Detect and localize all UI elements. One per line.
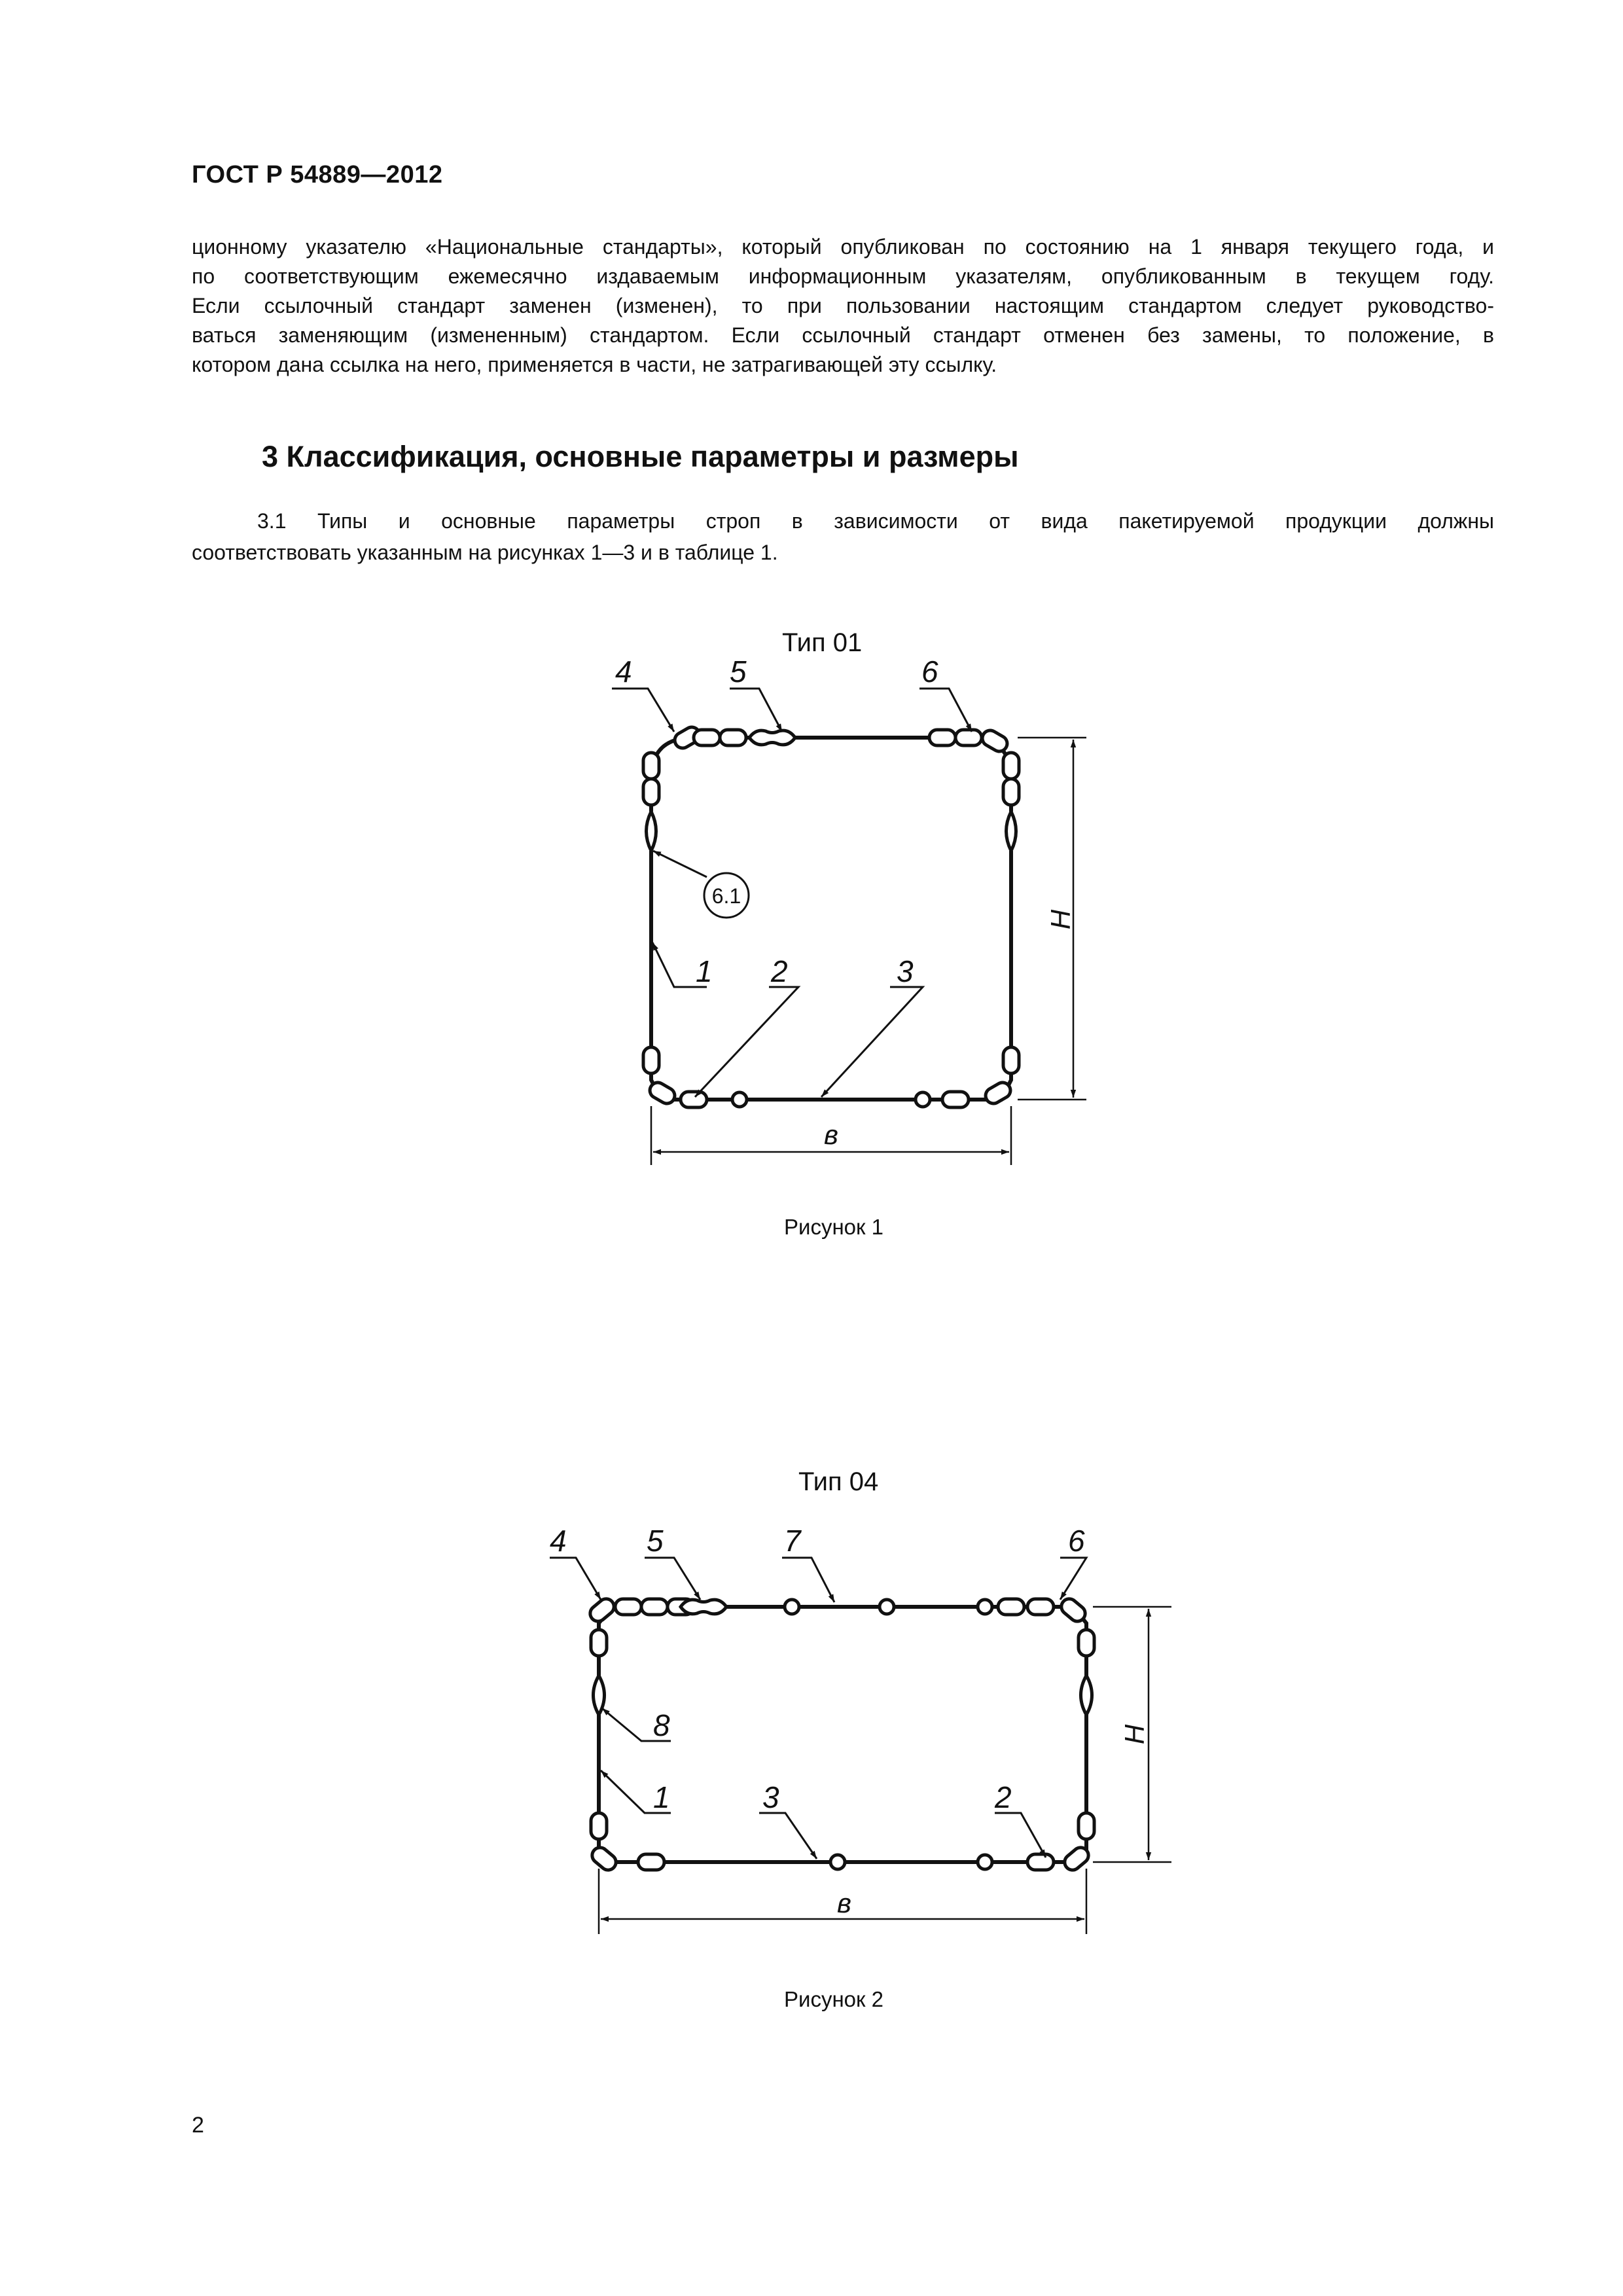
fig1-dim-height: H: [1045, 909, 1076, 930]
fig2-link: [641, 1599, 668, 1615]
fig2-label-3: 3: [762, 1780, 779, 1814]
fig2-dim-height: H: [1119, 1724, 1150, 1745]
intro-line: Если ссылочный стандарт заменен (изменен), то при пользовании настоящим стандартом следует руководство-: [192, 294, 1494, 317]
fig1-label-6: 6: [921, 655, 938, 689]
fig2-label-2: 2: [995, 1780, 1012, 1814]
page-number: 2: [192, 2113, 204, 2138]
fig2-link: [587, 1596, 617, 1624]
intro-line: ваться заменяющим (измененным) стандартом. Если ссылочный стандарт отменен без замены, то положение, в: [192, 323, 1494, 347]
fig2-label-6: 6: [1068, 1524, 1085, 1558]
fig2-ring: [880, 1600, 894, 1614]
intro-line: котором дана ссылка на него, применяется в части, не затрагивающей эту ссылку.: [192, 353, 997, 376]
figure2-caption: Рисунок 2: [784, 1987, 883, 2011]
intro-line: по соответствующим ежемесячно издаваемым информационным указателям, опубликованным в текущем году.: [192, 264, 1494, 288]
fig2-label-1: 1: [653, 1780, 670, 1814]
fig1-label-1: 1: [696, 954, 713, 988]
fig2-dim-width: в: [837, 1888, 851, 1918]
figure1-caption: Рисунок 1: [784, 1215, 883, 1239]
fig2-link: [615, 1599, 641, 1615]
fig1-label-3: 3: [897, 954, 914, 988]
fig2-link: [1079, 1813, 1094, 1839]
fig2-link: [1079, 1630, 1094, 1656]
fig2-link: [1027, 1599, 1054, 1615]
fig1-label-2: 2: [771, 954, 788, 988]
clause-line: 3.1 Типы и основные параметры строп в зависимости от вида пакетируемой продукции должны: [257, 509, 1494, 533]
clause-line: соответствовать указанным на рисунках 1—3 и в таблице 1.: [192, 541, 778, 564]
fig1-dim-width: в: [824, 1119, 838, 1150]
fig2-label-7: 7: [784, 1524, 801, 1558]
fig2-link: [1027, 1854, 1054, 1870]
fig2-link: [998, 1599, 1024, 1615]
fig2-ring: [978, 1855, 992, 1869]
fig2-ring: [978, 1600, 992, 1614]
fig2-link: [591, 1813, 607, 1839]
fig2-link: [589, 1844, 619, 1873]
fig2-label-8: 8: [653, 1708, 670, 1742]
figure1-title: Тип 01: [782, 628, 863, 657]
fig2-link: [638, 1854, 664, 1870]
fig2-label-5: 5: [647, 1524, 664, 1558]
fig1-label-4: 4: [615, 655, 632, 689]
fig2-shackle: [681, 1600, 726, 1614]
fig2-link: [1058, 1596, 1088, 1624]
fig2-chain: [599, 1607, 723, 1676]
fig2-ring: [830, 1855, 845, 1869]
document-code: ГОСТ Р 54889—2012: [192, 161, 443, 188]
section-heading: 3 Классификация, основные параметры и размеры: [262, 440, 1019, 473]
figure2-title: Тип 04: [798, 1467, 879, 1496]
intro-line: ционному указателю «Национальные стандарты», который опубликован по состоянию на 1 января текущего года, и: [192, 235, 1494, 259]
fig1-label-6-1: 6.1: [711, 884, 741, 908]
fig2-thimble: [1081, 1676, 1092, 1715]
fig1-label-5: 5: [730, 655, 747, 689]
fig2-label-4: 4: [550, 1524, 567, 1558]
fig2-ring: [785, 1600, 799, 1614]
fig2-link: [591, 1630, 607, 1656]
